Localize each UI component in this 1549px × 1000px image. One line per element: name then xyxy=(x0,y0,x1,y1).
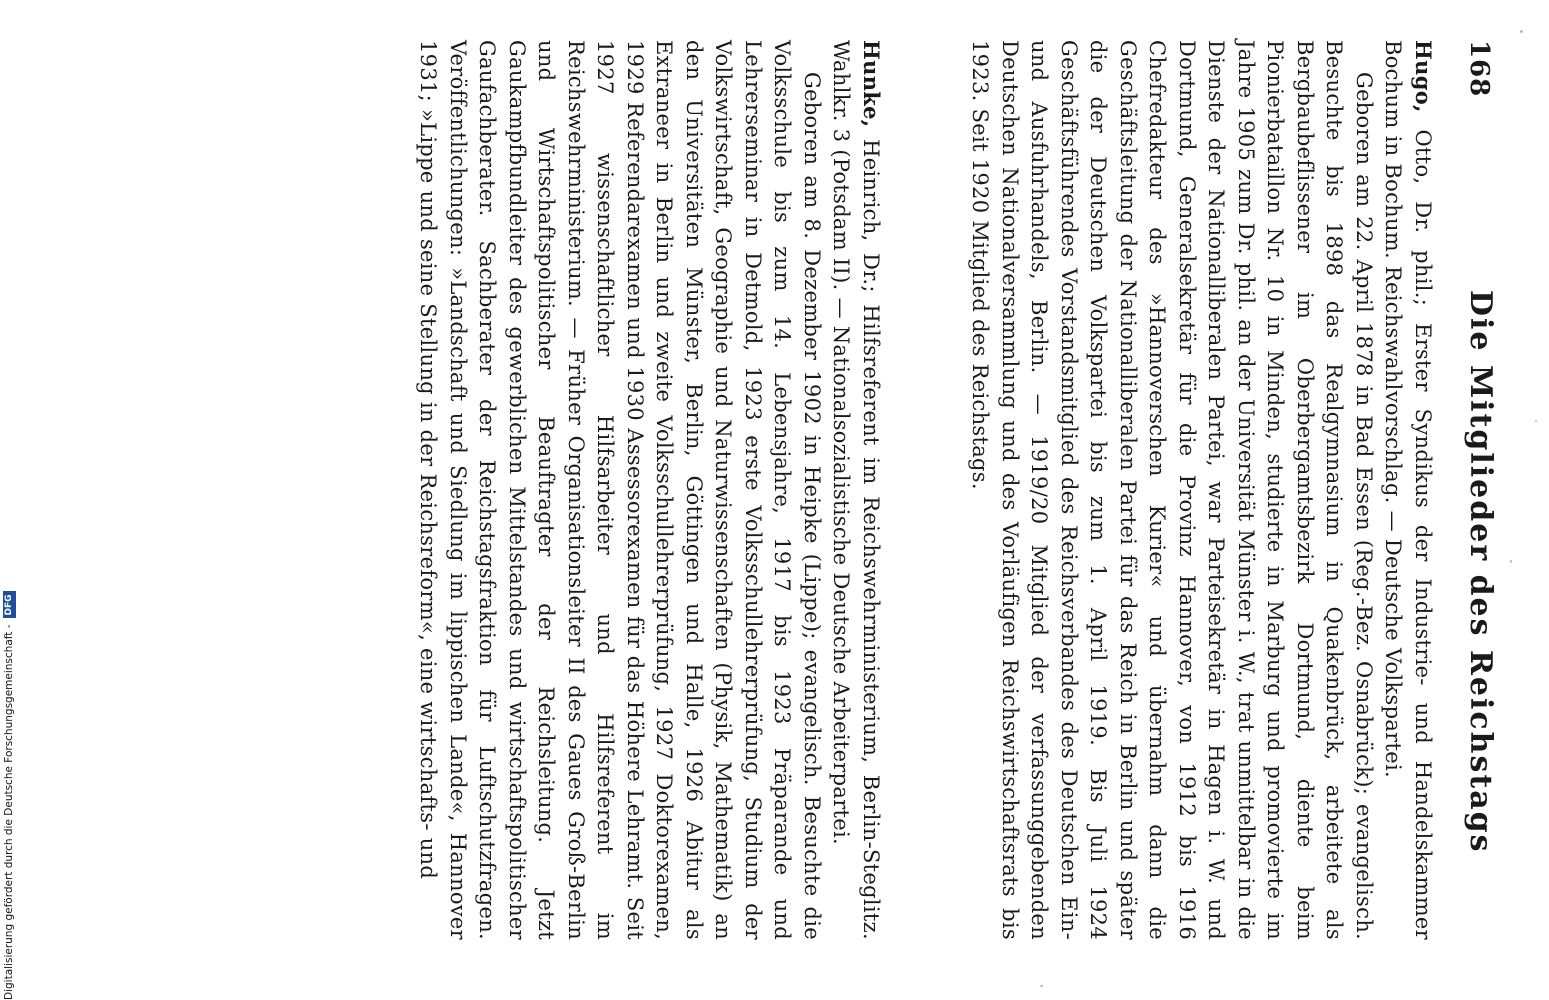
entry-body: Geboren am 22. April 1878 in Bad Essen (Reg.-Bez. Osnabrück); evangelisch. Besuchte bis 1898 das Realgymnasium in Quakenbrück, arbeitete als Bergbaubeflissener im Oberbergamtsbezirk Dortmund, diente beim Pionierbataillon Nr. 10 in Minden, studierte in Marburg und promovierte im Jahre 1905 zum Dr. phil. an der Universität Münster i. W., trat unmittelbar in die Dienste der Nationalliberalen Partei, war Parteisekretär in Hagen i. W. und Dortmund, Generalsekretär für die Provinz Hannover, von 1912 bis 1916 Chefredakteur des »Hannoverschen Kurier« und übernahm dann die Geschäftsleitung der Nationalliberalen Partei für das Reich in Berlin und später die der Deutschen Volkspartei bis zum 1. April 1919. Bis Juli 1924 Geschäftsführendes Vorstandsmitglied des Reichsverbandes des Deutschen Ein- und Ausfuhrhandels, Berlin. — 1919/20 Mitglied der verfassunggebenden Deutschen Nationalversammlung und des Vorläufigen Reichswirtschaftsrats bis 1923. Seit 1920 Mitglied des Reichstags. xyxy=(968,40,1376,940)
entry-name: Hunke, xyxy=(859,40,884,128)
scan-speck xyxy=(1535,420,1537,422)
digitization-credit xyxy=(2,594,16,1000)
entry-title-line: Otto, Dr. phil.; Erster Syndikus der Industrie- und Handelskammer Bochum in Bochum. Reichswahlvorschlag. — Deutsche Volkspartei. xyxy=(1381,40,1435,940)
dfg-logo: DFG xyxy=(3,591,16,618)
credit-text: Digitalisierung gefördert durch die Deutsche Forschungsgemeinschaft - xyxy=(3,624,15,1000)
entry-heading xyxy=(826,40,886,940)
rotated-page xyxy=(416,40,1500,940)
running-head: Die Mitglieder des Reichstags xyxy=(1463,290,1498,854)
biography-entry-hugo xyxy=(965,40,1438,940)
entry-name: Hugo, xyxy=(1411,40,1436,113)
biography-entry-hunke xyxy=(413,40,886,940)
page-number: 168 xyxy=(1464,40,1494,98)
scan-speck xyxy=(1520,30,1523,33)
scan-speck xyxy=(1040,985,1043,987)
entry-heading xyxy=(1378,40,1438,940)
entry-title-line: Heinrich, Dr.; Hilfsreferent im Reichswehrministerium, Berlin-Steglitz. Wahlkr. 3 (Potsdam II). — Nationalsozialistische Deutsche Arbeiterpartei. xyxy=(829,40,883,940)
entry-body: Geboren am 8. Dezember 1902 in Heipke (Lippe); evangelisch. Besuchte die Volksschule bis zum 14. Lebensjahre, 1917 bis 1923 Präparande und Lehrerseminar in Detmold, 1923 erste Volksschullehrerprüfung, Studium der Volkswirtschaft, Geographie und Naturwissenschaften (Physik, Mathematik) an den Universitäten Münster, Berlin, Göttingen und Halle, 1926 Abitur als Extraneer in Berlin und zweite Volksschullehrerprüfung, 1927 Doktorexamen, 1929 Referendarexamen und 1930 Assessorexamen für das Höhere Lehramt. Seit 1927 wissenschaftlicher Hilfsarbeiter und Hilfsreferent im Reichswehrministerium. — Früher Organisationsleiter II des Gaues Groß-Berlin und Wirtschaftspolitischer Beauftragter der Reichsleitung. Jetzt Gaukampfbundleiter des gewerblichen Mittelstandes und wirtschaftspolitischer Gaufachberater. Sachberater der Reichstagsfraktion für Luftschutzfragen. Veröffentlichungen: »Landschaft und Siedlung im lippischen Lande«, Hannover 1931; »Lippe und seine Stellung in der Reichsreform«, eine wirtschafts- und xyxy=(416,40,824,940)
scan-speck xyxy=(1510,560,1512,563)
page-header xyxy=(1460,40,1500,940)
